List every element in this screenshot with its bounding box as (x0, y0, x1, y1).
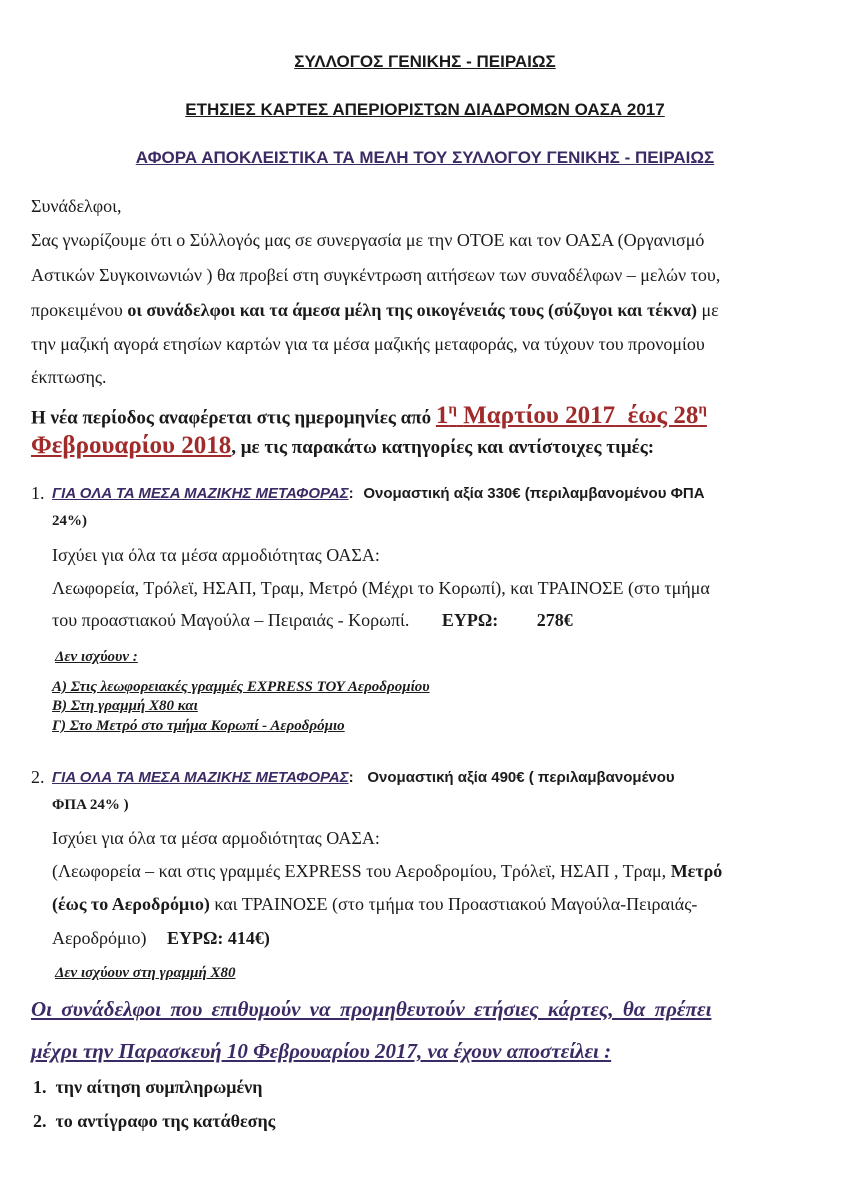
requirement-1-number: 1. (33, 1077, 47, 1097)
deadline-text-1: Οι συνάδελφοι που επιθυμούν να προμηθευτούν ετήσιες κάρτες, θα πρέπει (31, 997, 712, 1021)
item-1-value-line-2: 24%) (52, 513, 87, 529)
item-2-colon: : (348, 769, 354, 786)
requirement-1-text: την αίτηση συμπληρωμένη (55, 1077, 263, 1097)
requirement-2-number: 2. (33, 1111, 47, 1131)
item-1-applies: Ισχύει για όλα τα μέσα αρμοδιότητας ΟΑΣΑ: (52, 545, 380, 565)
item-2-heading-line (52, 769, 675, 787)
period-start-rest: Μαρτίου 2017 (463, 402, 616, 430)
period-text-a: Η νέα περίοδος αναφέρεται στις ημερομηνίες από (31, 407, 432, 429)
period-until-sup: η (698, 402, 707, 418)
intro-line-5: έκπτωσης. (31, 367, 107, 387)
item-2-number: 2. (31, 767, 45, 787)
item-2-means-text-3: Αεροδρόμιο) (52, 928, 147, 948)
item-1-value: Ονομαστική αξία 330€ (περιλαμβανομένου ΦΠΑ (363, 485, 705, 502)
item-1-heading-line (52, 485, 705, 503)
requirement-2 (33, 1111, 275, 1132)
period-end-date: Φεβρουαρίου 2018 (31, 432, 232, 459)
intro-beneficiaries: οι συνάδελφοι και τα άμεσα μέλη της οικογένειάς τους (σύζυγοι και τέκνα) (127, 300, 698, 320)
item-2-means-text-1: (Λεωφορεία – και στις γραμμές EXPRESS του Αεροδρομίου, Τρόλεϊ, ΗΣΑΠ , Τραμ, (52, 861, 667, 881)
intro-line-1-text: Σας γνωρίζουμε ότι ο Σύλλογός μας σε συνεργασία με την ΟΤΟΕ και τον ΟΑΣΑ (Οργανισμό (31, 230, 705, 250)
org-title: ΣΥΛΛΟΓΟΣ ΓΕΝΙΚΗΣ - ΠΕΙΡΑΙΩΣ (294, 52, 556, 71)
members-only-notice: ΑΦΟΡΑ ΑΠΟΚΛΕΙΣΤΙΚΑ ΤΑ ΜΕΛΗ ΤΟΥ ΣΥΛΛΟΓΟΥ ΓΕΝΙΚΗΣ - ΠΕΙΡΑΙΩΣ (135, 148, 715, 167)
item-1-means-line-2 (52, 610, 573, 631)
item-1-exclusion-c: Γ) Στο Μετρό στο τμήμα Κορωπί - Αεροδρόμιο (52, 718, 345, 734)
intro-line-1 (31, 230, 786, 251)
period-line-1 (31, 402, 707, 430)
item-2-not-valid: Δεν ισχύουν στη γραμμή Χ80 (55, 965, 236, 981)
item-1-means-text: του προαστιακού Μαγούλα – Πειραιάς - Κορωπί. (52, 610, 410, 630)
item-1-price-label: ΕΥΡΩ: (441, 610, 499, 630)
item-2-means-line-1 (52, 861, 722, 882)
period-start-sup: η (448, 402, 457, 418)
item-2-price: ΕΥΡΩ: 414€) (167, 928, 270, 948)
item-2-heading: ΓΙΑ ΟΛΑ ΤΑ ΜΕΣΑ ΜΑΖΙΚΗΣ ΜΕΤΑΦΟΡΑΣ (52, 769, 349, 786)
period-text-b: , με τις παρακάτω κατηγορίες και αντίστοιχες τιμές: (231, 437, 655, 458)
item-1-price: 278€ (536, 610, 573, 630)
period-start-num: 1 (435, 402, 449, 430)
item-1-heading: ΓΙΑ ΟΛΑ ΤΑ ΜΕΣΑ ΜΑΖΙΚΗΣ ΜΕΤΑΦΟΡΑΣ (52, 485, 349, 502)
requirement-1 (33, 1077, 262, 1098)
item-2-to-airport: (έως το Αεροδρόμιο) (52, 894, 210, 914)
intro-line-2: Αστικών Συγκοινωνιών ) θα προβεί στη συγκέντρωση αιτήσεων των συναδέλφων – μελών του, (31, 265, 721, 285)
intro-line-3-c: με (701, 300, 719, 320)
item-2-metro: Μετρό (670, 861, 723, 881)
document-title: ΕΤΗΣΙΕΣ ΚΑΡΤΕΣ ΑΠΕΡΙΟΡΙΣΤΩΝ ΔΙΑΔΡΟΜΩΝ ΟΑΣΑ 2017 (185, 100, 665, 119)
period-line-2 (31, 432, 654, 460)
item-2-means-line-3 (52, 928, 270, 949)
item-1-exclusion-a: Α) Στις λεωφορειακές γραμμές EXPRESS ΤΟΥ Αεροδρομίου (52, 679, 430, 695)
item-2-value: Ονομαστική αξία 490€ ( περιλαμβανομένου (367, 769, 675, 786)
item-2-means-text-2: και ΤΡΑΙΝΟΣΕ (στο τμήμα του Προαστιακού Μαγούλα-Πειραιάς- (214, 894, 698, 914)
item-2-value-line-2: ΦΠΑ 24% ) (52, 797, 129, 813)
greeting: Συνάδελφοι, (31, 196, 122, 216)
deadline-line-1 (31, 997, 789, 1022)
intro-line-3 (31, 300, 719, 321)
item-2-applies: Ισχύει για όλα τα μέσα αρμοδιότητας ΟΑΣΑ: (52, 828, 380, 848)
item-1-colon: : (348, 485, 354, 502)
item-1-means-line-1: Λεωφορεία, Τρόλεϊ, ΗΣΑΠ, Τραμ, Μετρό (Μέχρι το Κορωπί), και ΤΡΑΙΝΟΣΕ (στο τμήμα (52, 578, 710, 598)
requirement-2-text: το αντίγραφο της κατάθεσης (55, 1111, 276, 1131)
item-1-not-valid: Δεν ισχύουν : (55, 649, 138, 665)
item-2-means-line-2 (52, 894, 697, 915)
period-until: έως 28 (627, 402, 699, 430)
item-1-exclusion-b: Β) Στη γραμμή Χ80 και (52, 698, 198, 714)
deadline-line-2: μέχρι την Παρασκευή 10 Φεβρουαρίου 2017, να έχουν αποστείλει : (31, 1039, 612, 1063)
intro-line-3-a: προκειμένου (31, 300, 123, 320)
intro-line-4: την μαζική αγορά ετησίων καρτών για τα μέσα μαζικής μεταφοράς, να τύχουν του προνομίου (31, 334, 705, 354)
item-1-number: 1. (31, 483, 45, 503)
period-start-date (436, 402, 707, 429)
